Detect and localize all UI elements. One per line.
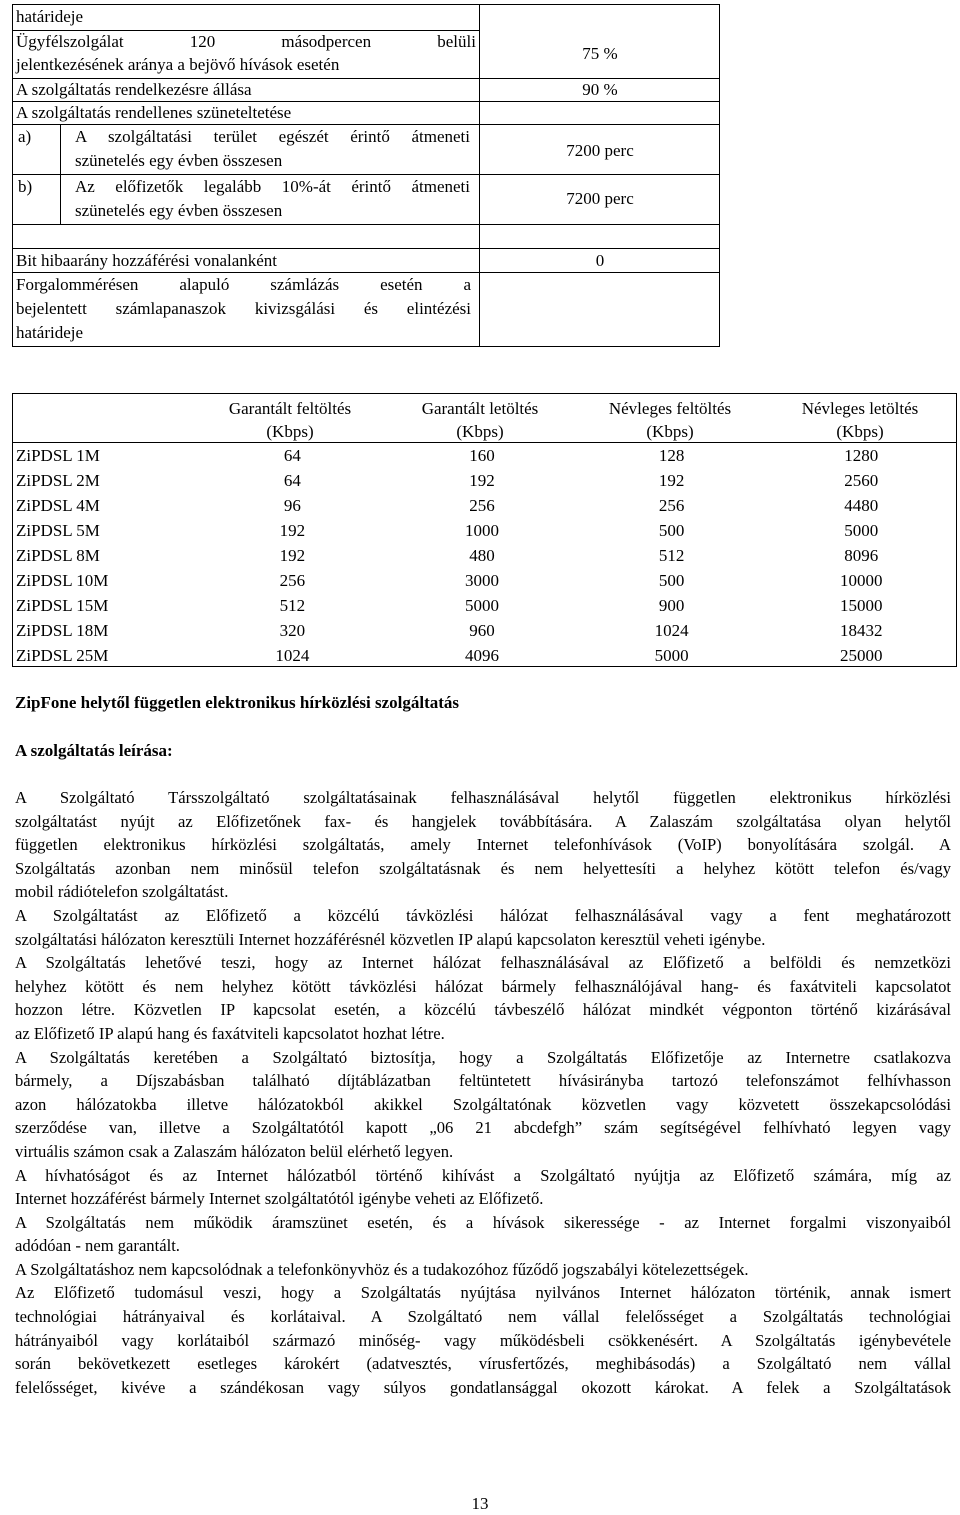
body-line: hozzon létre. Közvetlen IP kapcsolat esetén, a közcélú távbeszélő hálózat mindkét végponton történő kizárásával [15,1000,951,1020]
table-row: ZiPDSL 15M 512 5000 900 15000 [16,596,883,615]
call-ratio-value: 75 % [582,44,618,63]
item-a-line1: A szolgáltatási terület egészét érintő átmeneti [75,127,470,146]
item-a-marker: a) [18,127,32,146]
item-a-line2: szünetelés egy évben összesen [75,151,283,170]
body-line: bármely, a Díjszabásban található díjtáblázatban feltüntetett hívásirányba tartozó telefonszámot felhívhasson [15,1071,951,1091]
body-line: virtuális számon csak a Zalaszám hálózaton belül elérhető legyen. [15,1141,454,1161]
body-line: A Szolgáltatáshoz nem kapcsolódnak a telefonkönyvhöz és a tudakozóhoz fűződő jogszabályi kötelezettségek. [15,1259,749,1279]
billing-line3: határideje [16,323,84,342]
bit-error-label: Bit hibaarány hozzáférési vonalanként [16,251,278,270]
description-heading: A szolgáltatás leírása: [15,741,173,760]
table-row: ZiPDSL 18M 320 960 1024 18432 [16,621,883,640]
body-line: mobil rádiótelefon szolgáltatást. [15,882,229,902]
item-b-line1: Az előfizetők legalább 10%-át érintő átmeneti [75,177,470,196]
body-line: szerződése van, illetve a Szolgáltatótól kapott „06 21 abcdefgh” szám segítségével felhívható legyen vagy [15,1118,951,1138]
interruption-label: A szolgáltatás rendellenes szüneteltetése [16,103,292,122]
body-line: A Szolgáltatást az Előfizető a közcélú távközlési hálózat felhasználásával vagy a fent meghatározott [15,905,951,925]
bit-error-value: 0 [595,251,605,270]
body-line: technológiai hátrányaival és korlátaival. A Szolgáltató nem vállal felelősséget a Szolgáltatás technológiai [15,1307,951,1327]
table-row: ZiPDSL 8M 192 480 512 8096 [16,546,879,565]
row-hatarideje: határideje [16,7,84,26]
table-row: ZiPDSL 1M 64 160 128 1280 [16,446,879,465]
billing-line2: bejelentett számlapanaszok kivizsgálási és elintézési [16,299,471,318]
body-line: A hívhatóságot és az Internet hálózatból történő kihívást a Szolgáltató nyújtja az Előfizető számára, míg az [15,1165,951,1185]
body-line: helyhez kötött és nem helyhez kötött távközlési hálózat bármely felhasználójával hang- és faxátviteli kapcsolatot [15,976,951,996]
header-nominal-download: Névleges letöltés (Kbps) [801,399,919,441]
body-line: szolgáltatást nyújt az Előfizetőnek fax- és hangjelek továbbítására. A Zalaszám szolgáltatása olyan helytől [15,811,951,831]
body-line: A Szolgáltatás keretében a Szolgáltató biztosítja, hogy a Szolgáltatás Előfizetője az Internetre csatlakozva [15,1047,951,1067]
section-title: ZipFone helytől független elektronikus hírközlési szolgáltatás [15,693,460,712]
table-row: ZiPDSL 4M 96 256 256 4480 [16,496,879,515]
body-line: A Szolgáltató Társszolgáltató szolgáltatásainak felhasználásával helytől független elektronikus hírközlési [15,788,951,807]
availability-value: 90 % [582,80,618,99]
body-line: független elektronikus hírközlési szolgáltatás, amely Internet telefonhívások (VoIP) bonyolítására szolgál. A [15,835,951,855]
item-b-marker: b) [18,177,33,196]
availability-label: A szolgáltatás rendelkezésre állása [16,80,252,99]
body-line: hátrányaiból vagy korlátaiból származó minőség- vagy működésbeli csökkenésért. A Szolgáltatás igénybevétele [15,1330,951,1350]
item-a-value: 7200 perc [566,141,634,160]
call-ratio-label-line1: Ügyfélszolgálat 120 másodpercen belüli [16,32,476,51]
body-line: Szolgáltatás azonban nem minősül telefon szolgáltatásnak és nem helyettesíti a helyhez kötött telefon és/vagy [15,858,951,878]
body-line: Az Előfizető tudomásul veszi, hogy a Szolgáltatás nyújtása nyilvános Internet hálózaton történik, annak ismert [15,1283,951,1303]
body-line: szolgáltatási hálózaton keresztüli Internet hozzáférésnél közvetlen IP alapú kapcsolaton keresztül veheti igénybe. [15,929,766,949]
table-row: ZiPDSL 5M 192 1000 500 5000 [16,521,879,540]
billing-line1: Forgalommérésen alapuló számlázás esetén a [16,275,471,294]
body-line: Internet hozzáférést bármely Internet szolgáltatótól igénybe veheti az Előfizető. [15,1189,544,1209]
body-line: adódóan - nem garantált. [15,1236,180,1256]
header-nominal-upload: Névleges feltöltés (Kbps) [608,399,732,441]
header-guaranteed-upload: Garantált feltöltés (Kbps) [228,399,352,441]
item-b-line2: szünetelés egy évben összesen [75,201,283,220]
call-ratio-label-line2: jelentkezésének aránya a bejövő hívások esetén [16,55,340,74]
table-row: ZiPDSL 2M 64 192 192 2560 [16,471,879,490]
header-guaranteed-download: Garantált letöltés (Kbps) [421,399,539,441]
page-number: 13 [471,1494,489,1513]
table-row: ZiPDSL 10M 256 3000 500 10000 [16,571,883,590]
speed-rows [13,444,956,669]
body-line: során bekövetkezett esetleges károkért (adatvesztés, vírusfertőzés, meghibásodás) a Szolgáltató nem vállal [15,1354,951,1374]
body-line: az Előfizető IP alapú hang és faxátviteli kapcsolatot hozhat létre. [15,1023,445,1043]
body-text [15,786,951,1399]
item-b-value: 7200 perc [566,189,634,208]
body-line: felelősséget, kivéve a szándékosan vagy súlyos gondatlansággal okozott károkat. A felek a Szolgáltatások [15,1377,951,1397]
body-line: A Szolgáltatás nem működik áramszünet esetén, és a hívások sikeressége - az Internet forgalmi viszonyaiból [15,1212,951,1232]
table-row: ZiPDSL 25M 1024 4096 5000 25000 [16,646,883,665]
body-line: azon hálózatokba illetve hálózatokból akikkel Szolgáltatónak közvetlen vagy közvetett összekapcsolódási [15,1094,951,1114]
body-line: A Szolgáltatás lehetővé teszi, hogy az Internet hálózat felhasználásával az Előfizető a belföldi és nemzetközi [15,953,951,973]
